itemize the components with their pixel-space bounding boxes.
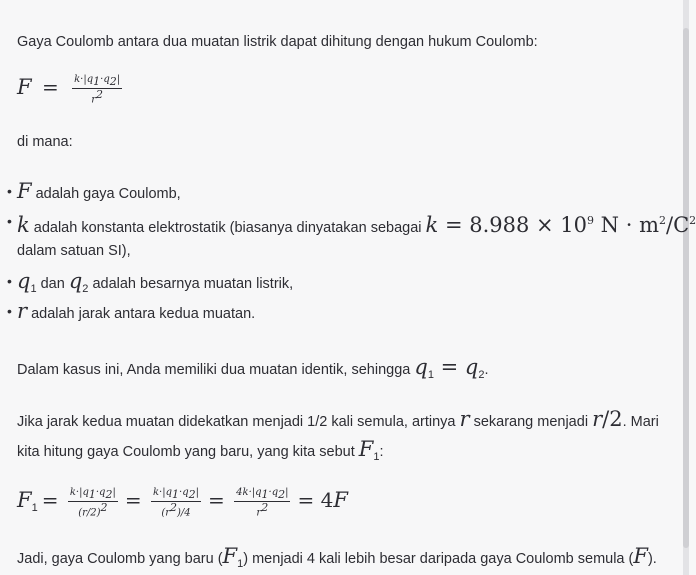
bullet-dot: • [7, 183, 12, 199]
formula-equals: = [35, 74, 66, 99]
formula-fraction: $\frac{k\cdot|q_1\cdot q_2|}{r^2}$ [74, 74, 121, 106]
coulomb-formula [17, 74, 125, 106]
bullet-r: • r adalah jarak antara kedua muatan. [7, 299, 256, 323]
where-label: di mana: [17, 134, 73, 150]
bullet-q: • $q_1$ dan $q_2$ adalah besarnya muatan listrik, [7, 269, 294, 295]
bullet-k-cont: dalam satuan SI), [17, 243, 131, 259]
formula-fraction-3: $\frac{4k\cdot|q_1\cdot q_2|}{r^2}$ [236, 487, 289, 519]
scrollbar-track[interactable] [683, 0, 689, 575]
formula-lhs: F [17, 74, 32, 99]
new-force-formula: $F_1$ = $\frac{k\cdot|q_1\cdot q_2|}{(r/2)^2}$ = $\frac{k\cdot|q_1\cdot q_2|}{(r^2)/4}$ = $\frac{4k\cdot|q_1\cdot q_2|}{r^2}$ = 4F [17, 487, 348, 519]
bullet-dot: • [7, 273, 12, 289]
formula-fraction-1: $\frac{k\cdot|q_1\cdot q_2|}{(r/2)^2}$ [69, 487, 116, 519]
bullet-F: • F adalah gaya Coulomb, [7, 179, 181, 203]
intro-text: Gaya Coulomb antara dua muatan listrik dapat dihitung dengan hukum Coulomb: [17, 34, 538, 50]
near-paragraph-line1: Jika jarak kedua muatan didekatkan menjadi 1/2 kali semula, artinya r sekarang menjadi r/2. Mari [17, 407, 659, 431]
bullet-dot: • [7, 213, 12, 229]
conclusion-paragraph: Jadi, gaya Coulomb yang baru $(F_1)$ menjadi 4 kali lebih besar daripada gaya Coulomb semula (F). [17, 544, 657, 570]
scrollbar-thumb[interactable] [683, 28, 689, 548]
near-paragraph-line2: kita hitung gaya Coulomb yang baru, yang kita sebut $F_1$: [17, 437, 384, 463]
bullet-k: • k adalah konstanta elektrostatik (biasanya dinyatakan sebagai $k = 8.988 \times 10^9$ $N \cdot m^2/C^2$ [17, 210, 696, 239]
formula-fraction-2: $\frac{k\cdot|q_1\cdot q_2|}{(r^2)/4}$ [153, 487, 199, 519]
bullet-dot: • [7, 303, 12, 319]
case-paragraph: Dalam kasus ini, Anda memiliki dua muatan identik, sehingga $q_1 = q_2$. [17, 355, 489, 381]
